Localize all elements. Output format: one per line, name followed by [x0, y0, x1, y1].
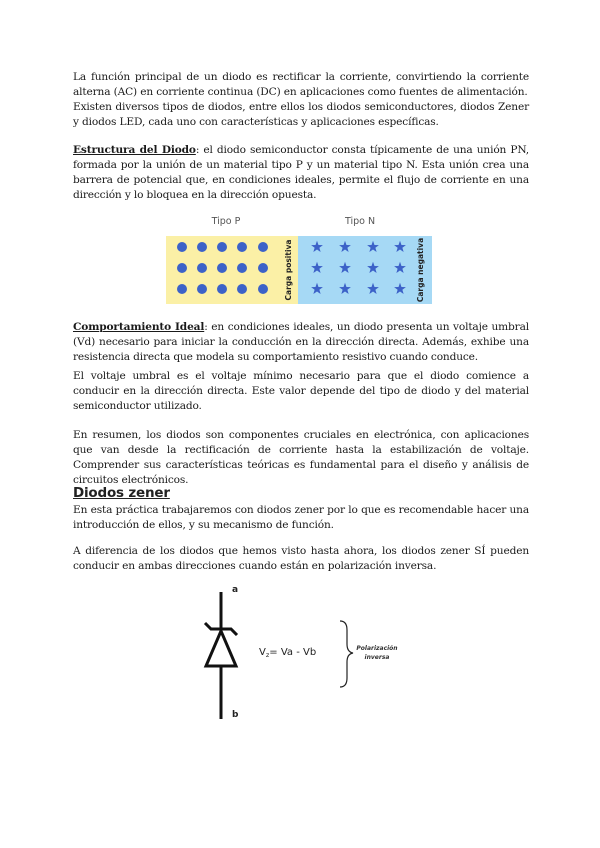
intro-paragraph-1: La función principal de un diodo es rectificar la corriente, convirtiendo la corriente alterna (AC) en corriente continua (DC) en aplicaciones como fuentes de alimentación. [73, 71, 529, 98]
polarization-note-line-2: inversa [364, 654, 390, 661]
zener-heading: Diodos zener [73, 485, 170, 501]
structure-label: Estructura del Diodo [73, 144, 196, 156]
zener-triangle [206, 631, 236, 666]
hole-carrier-dot [177, 242, 187, 252]
hole-carrier-dot [177, 263, 187, 273]
hole-carrier-dot [258, 284, 268, 294]
polarization-note-line-1: Polarización [356, 645, 398, 652]
zener-diagram [190, 580, 430, 725]
n-type-title: Tipo N [344, 216, 376, 227]
positive-charge-label: Carga positiva [284, 239, 293, 301]
hole-carrier-dot [237, 263, 247, 273]
hole-carrier-dot [197, 242, 207, 252]
structure-text: : el diodo semiconductor consta típicamente de una unión PN, formada por la unión de un material tipo P y un material tipo N. Esta unión crea una barrera de potencial que, en condiciones ideales, permite el flujo de corriente en una dirección y lo bloquea en la dirección opuesta. [73, 144, 529, 201]
hole-carrier-dot [237, 284, 247, 294]
hole-carrier-dot [217, 242, 227, 252]
curly-brace [340, 621, 353, 687]
hole-carrier-dot [197, 284, 207, 294]
behavior-text: : en condiciones ideales, un diodo presenta un voltaje umbral (Vd) necesario para iniciar la conducción en la dirección directa. Además, exhibe una resistencia directa que modela su comportamiento resistivo cuando conduce. [73, 321, 529, 363]
behavior-label: Comportamiento Ideal [73, 321, 205, 333]
hole-carrier-dot [177, 284, 187, 294]
p-type-title: Tipo P [211, 216, 241, 227]
hole-carrier-dot [258, 263, 268, 273]
behavior-paragraph [73, 320, 529, 365]
zener-voltage-formula: $V_z= Va - Vb$ [259, 647, 317, 659]
terminal-b-label: b [232, 710, 239, 720]
intro-paragraph-2: Existen diversos tipos de diodos, entre ellos los diodos semiconductores, diodos Zener y diodos LED, cada uno con características y aplicaciones específicas. [73, 101, 529, 128]
hole-carrier-dot [237, 242, 247, 252]
terminal-a-label: a [232, 585, 239, 595]
summary-paragraph: En resumen, los diodos son componentes cruciales en electrónica, con aplicaciones que van desde la rectificación de corriente hasta la estabilización de voltaje. Comprender sus características teóricas es fundamental para el diseño y análisis de circuitos electrónicos. [73, 429, 529, 486]
hole-carrier-dot [258, 242, 268, 252]
hole-carrier-dot [217, 263, 227, 273]
threshold-paragraph: El voltaje umbral es el voltaje mínimo necesario para que el diodo comience a conducir en la dirección directa. Este valor depende del tipo de diodo y del material semiconductor utilizado. [73, 370, 529, 412]
structure-paragraph [73, 143, 529, 203]
negative-charge-label: Carga negativa [416, 237, 425, 303]
pn-junction-diagram [160, 210, 440, 308]
hole-carrier-dot [197, 263, 207, 273]
zener-paragraph-1: En esta práctica trabajaremos con diodos zener por lo que es recomendable hacer una introducción de ellos, y su mecanismo de función. [73, 504, 529, 531]
zener-paragraph-2: A diferencia de los diodos que hemos visto hasta ahora, los diodos zener SÍ pueden conducir en ambas direcciones cuando están en polarización inversa. [73, 545, 529, 572]
hole-carrier-dot [217, 284, 227, 294]
